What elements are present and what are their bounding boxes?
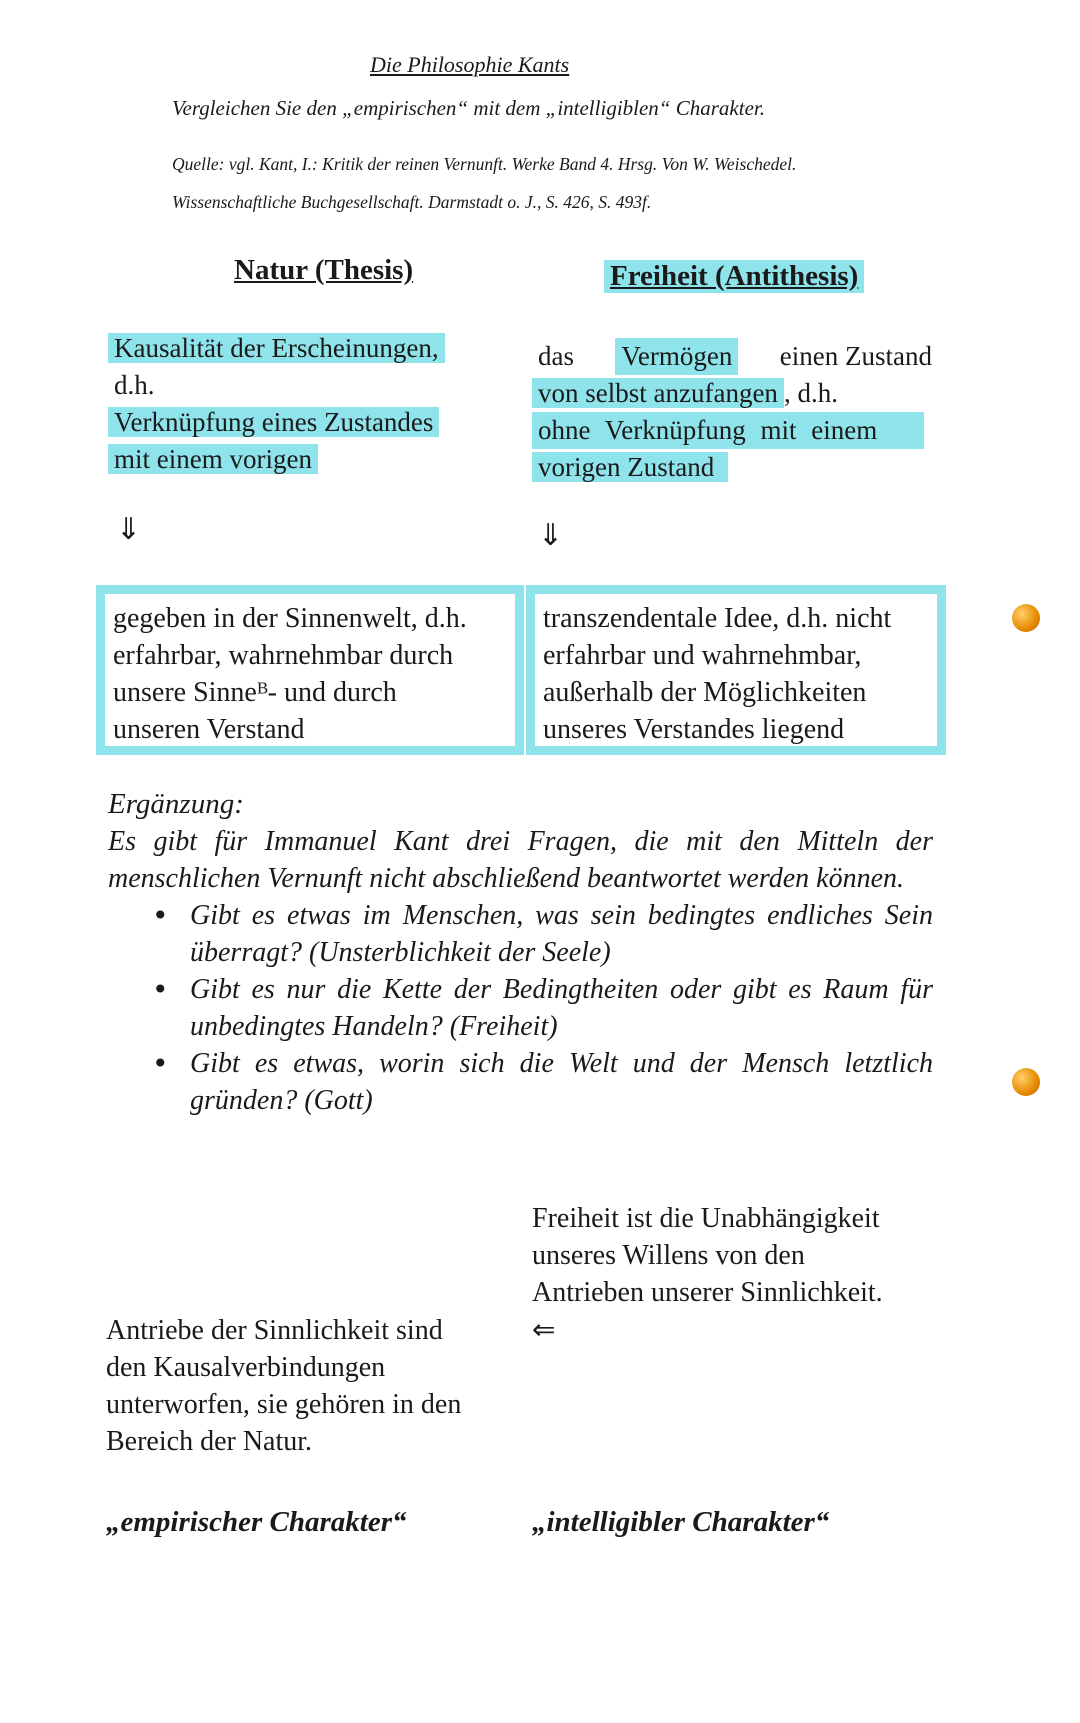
natur-line-4: mit einem vorigen [108,444,318,474]
freiheit-line-2b: , d.h. [783,378,838,408]
freiheit-def-line-3: Antrieben unserer Sinnlichkeit. [532,1277,883,1308]
task-statement: Vergleichen Sie den „empirischen“ mit dem „intelligiblen“ Charakter. [172,96,765,120]
intelligibler-charakter: „intelligibler Charakter“ [532,1506,830,1538]
freiheit-box-line-3-text: außerhalb der Möglichkeiten [543,677,867,708]
list-item: • Gibt es etwas im Menschen, was sein bedingtes endliches Sein überragt? (Unsterblichkeit der Seele) [108,897,933,971]
freiheit-line-1a: das [538,341,574,371]
source-citation [172,145,872,221]
freiheit-line-1b: Vermögen [615,338,738,375]
ergaenzung-text: Es gibt für Immanuel Kant drei Fragen, die mit den Mitteln der menschlichen Vernunft nicht abschließend beantwortet werden können. [108,826,933,894]
natur-box [96,585,524,755]
hole-marker-top [1012,604,1040,632]
antriebe-line-2: den Kausalverbindungen [106,1352,386,1383]
freiheit-box-line-3 [543,674,929,711]
freiheit-def-line-2: unseres Willens von den [532,1240,805,1271]
natur-definition [108,330,508,478]
freiheit-heading: Freiheit (Antithesis) [604,260,864,293]
antriebe-line-3: unterworfen, sie gehören in den [106,1389,462,1420]
natur-box-line-3: unsere Sinneᴮ- und durch [113,677,397,708]
antriebe-line-4: Bereich der Natur. [106,1426,313,1457]
freiheit-def-line-1: Freiheit ist die Unabhängigkeit [532,1203,880,1234]
hole-marker-bottom [1012,1068,1040,1096]
freiheit-definition-note [532,1200,952,1348]
source-line-1: Quelle: vgl. Kant, I.: Kritik der reinen Vernunft. Werke Band 4. Hrsg. Von W. Weischedel. [172,154,797,174]
antriebe-note [106,1312,526,1460]
freiheit-line-1c: einen Zustand [779,341,932,371]
natur-box-line-1: gegeben in der Sinnenwelt, d.h. [113,603,467,634]
ergaenzung-heading: Ergänzung: [108,788,244,820]
freiheit-definition [532,338,932,486]
freiheit-line-4: vorigen Zustand [532,452,728,482]
natur-line-2: d.h. [114,370,155,400]
empirischer-charakter: „empirischer Charakter“ [106,1506,407,1538]
question-list [108,897,933,1119]
freiheit-line-3: ohne Verknüpfung mit einem [532,412,924,449]
natur-line-3: Verknüpfung eines Zustandes [108,407,439,437]
left-arrow-icon: ⇐ [532,1313,556,1346]
freiheit-box-line-2: erfahrbar und wahrnehmbar, [543,640,862,671]
freiheit-box-line-4: unseres Verstandes liegend [543,714,845,745]
natur-box-line-4: unseren Verstand [113,714,305,745]
antriebe-line-1: Antriebe der Sinnlichkeit sind [106,1315,443,1346]
list-item: • Gibt es nur die Kette der Bedingtheiten oder gibt es Raum für unbedingtes Handeln? (Freiheit) [108,971,933,1045]
list-item: • Gibt es etwas, worin sich die Welt und der Mensch letztlich gründen? (Gott) [108,1045,933,1119]
freiheit-down-arrow-icon: ⇓ [538,518,564,553]
source-line-2: Wissenschaftliche Buchgesellschaft. Darmstadt o. J., S. 426, S. 493f. [172,192,652,212]
natur-heading: Natur (Thesis) [234,254,414,286]
freiheit-line-2a: von selbst anzufangen [532,378,784,408]
natur-box-line-2: erfahrbar, wahrnehmbar durch [113,640,454,671]
page-title: Die Philosophie Kants [370,52,570,77]
freiheit-box [526,585,946,755]
natur-line-1: Kausalität der Erscheinungen, [108,333,445,363]
freiheit-box-line-1: transzendentale Idee, d.h. nicht [543,603,892,634]
ergaenzung-section [108,786,933,1119]
natur-down-arrow-icon: ⇓ [116,512,142,547]
